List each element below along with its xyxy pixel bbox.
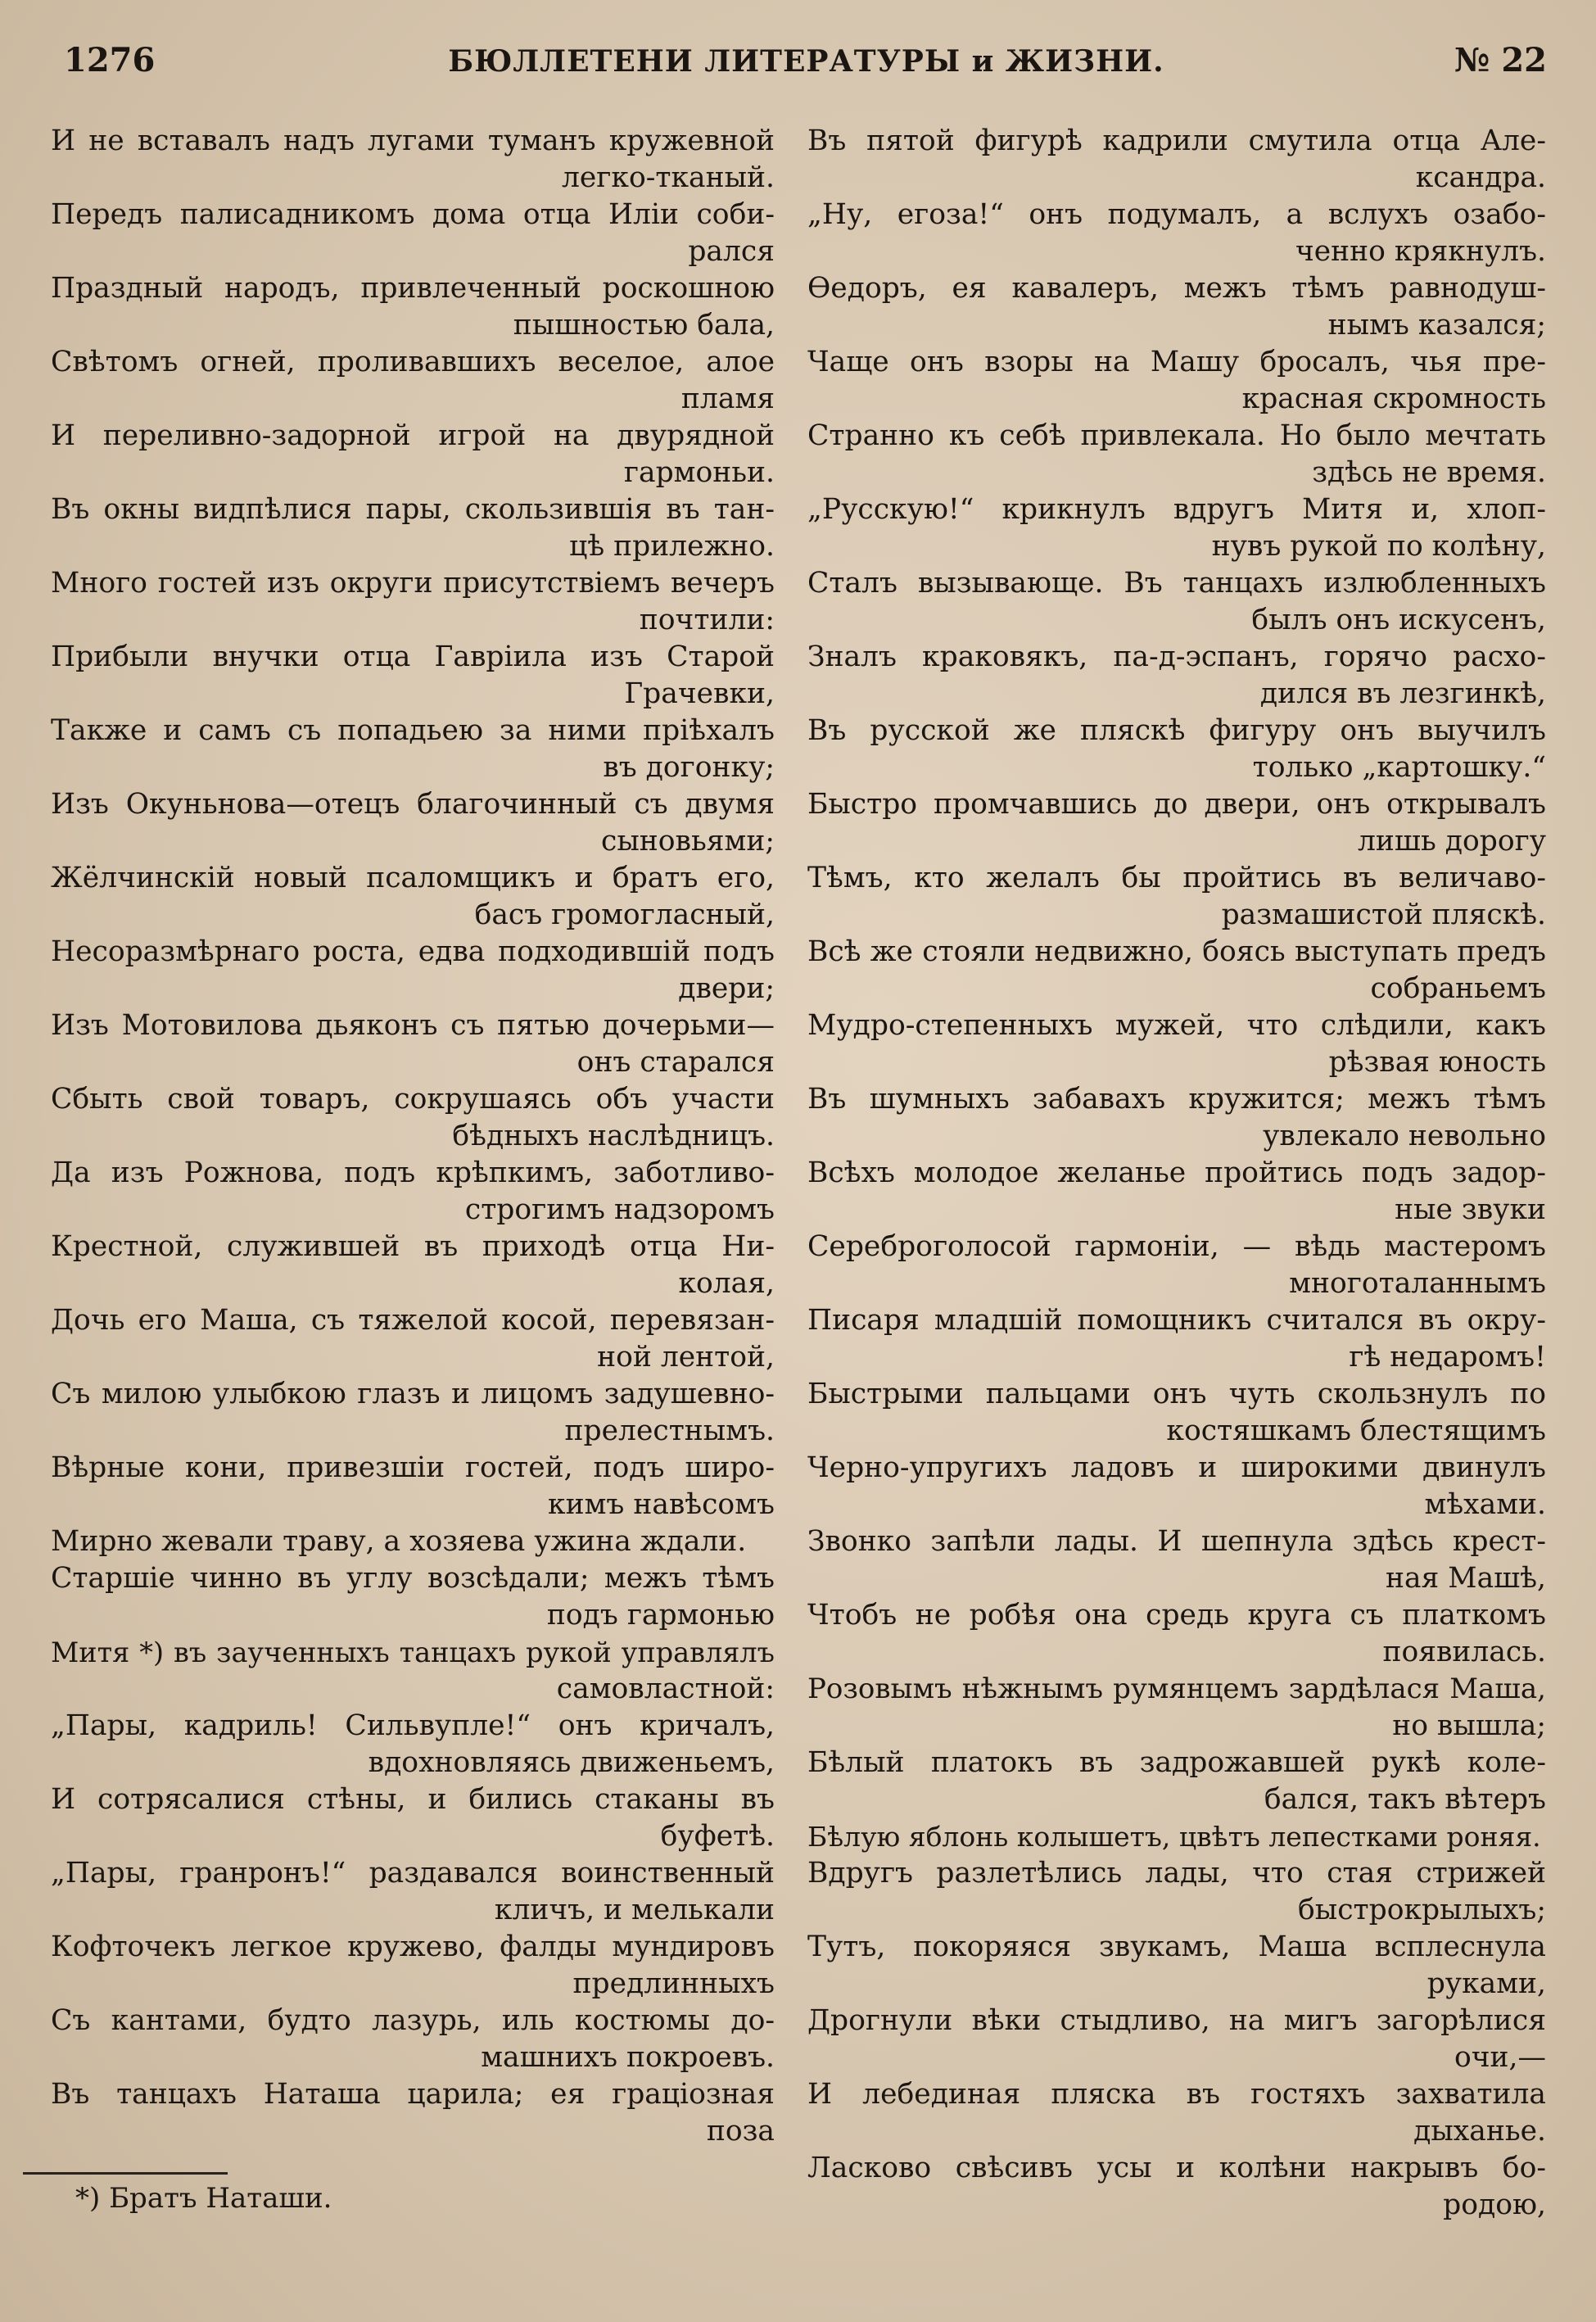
verse-line	[807, 1523, 1546, 1597]
footnote-rule	[23, 2172, 228, 2175]
verse-line-continuation: очи,—	[1454, 2041, 1546, 2074]
verse-line	[807, 491, 1546, 565]
verse-line-text: Писаря младшій помощникъ считался въ окру-	[807, 1304, 1546, 1337]
verse-line	[807, 344, 1546, 418]
verse-line-continuation: пышностью бала,	[513, 309, 775, 342]
verse-line	[807, 1818, 1546, 1855]
verse-line-text: Несоразмѣрнаго роста, едва подходившій подъ	[51, 935, 775, 968]
verse-line-text: Въ шумныхъ забавахъ кружится; межъ тѣмъ	[807, 1083, 1546, 1116]
verse-line-text: Въ пятой фигурѣ кадрили смутила отца Але-	[807, 124, 1546, 157]
verse-line-continuation: бался, такъ вѣтеръ	[1264, 1783, 1546, 1816]
verse-line	[51, 1302, 775, 1376]
verse-line	[51, 1781, 775, 1855]
verse-line-continuation: самовластной:	[556, 1672, 775, 1705]
verse-line-text: Сереброголосой гармоніи, — вѣдь мастеромъ	[807, 1230, 1546, 1263]
verse-line	[51, 1081, 775, 1155]
verse-line	[51, 491, 775, 565]
verse-line	[807, 565, 1546, 639]
verse-line-continuation: буфетѣ.	[660, 1820, 775, 1853]
verse-line	[807, 1450, 1546, 1523]
verse-line-text: Бѣлую яблонь колышетъ, цвѣтъ лепестками роняя.	[807, 1821, 1541, 1853]
verse-line-continuation: цѣ прилежно.	[569, 530, 775, 563]
verse-line	[51, 270, 775, 344]
verse-line-text: Митя *) въ заученныхъ танцахъ рукой управлялъ	[51, 1636, 775, 1668]
verse-line	[51, 1929, 775, 2003]
verse-line-continuation: многоталаннымъ	[1289, 1267, 1546, 1300]
verse-line	[51, 1560, 775, 1634]
verse-line-text: Тѣмъ, кто желалъ бы пройтись въ величаво-	[807, 862, 1546, 894]
verse-line-text: Сталъ вызывающе. Въ танцахъ излюбленныхъ	[807, 567, 1546, 600]
verse-line-continuation: ные звуки	[1395, 1193, 1546, 1226]
verse-line-continuation: но вышла;	[1392, 1709, 1546, 1742]
verse-line	[807, 1155, 1546, 1229]
verse-line	[51, 1450, 775, 1523]
verse-line-text: Звонко запѣли лады. И шепнула здѣсь крест-	[807, 1525, 1546, 1558]
verse-line-text: Тутъ, покоряяся звукамъ, Маша всплеснула	[807, 1930, 1546, 1963]
verse-line	[807, 418, 1546, 491]
verse-line-text: „Русскую!“ крикнулъ вдругъ Митя и, хлоп-	[807, 493, 1546, 526]
verse-line	[807, 197, 1546, 270]
verse-line	[51, 344, 775, 418]
verse-line-text: Старшіе чинно въ углу возсѣдали; межъ тѣмъ	[51, 1562, 775, 1595]
verse-line-continuation: костяшкамъ блестящимъ	[1166, 1414, 1546, 1447]
verse-line-continuation: машнихъ покроевъ.	[481, 2041, 775, 2074]
verse-line	[51, 1855, 775, 1929]
verse-line-continuation: ксандра.	[1415, 161, 1546, 194]
verse-line-continuation: Грачевки,	[624, 677, 775, 710]
verse-line-text: И сотрясалися стѣны, и бились стаканы въ	[51, 1783, 775, 1816]
right-column	[807, 123, 1546, 2224]
verse-line-text: Передъ палисадникомъ дома отца Иліи соби-	[51, 198, 775, 231]
verse-line	[807, 2150, 1546, 2224]
verse-line	[807, 1671, 1546, 1745]
verse-line	[807, 1229, 1546, 1302]
verse-line-continuation: ченно крякнулъ.	[1295, 235, 1546, 268]
verse-line-continuation: рался	[688, 235, 775, 268]
verse-line-continuation: руками,	[1426, 1967, 1546, 2000]
verse-line-continuation: легко-тканый.	[561, 161, 775, 194]
verse-line-continuation: здѣсь не время.	[1312, 456, 1546, 489]
verse-line	[807, 934, 1546, 1007]
verse-line	[51, 1523, 775, 1560]
verse-line-text: Въ танцахъ Наташа царила; ея граціозная	[51, 2078, 775, 2111]
verse-line-continuation: гѣ недаромъ!	[1349, 1341, 1546, 1374]
verse-line-text: Изъ Окуньнова—отецъ благочинный съ двумя	[51, 788, 775, 821]
verse-line	[51, 934, 775, 1007]
verse-line-continuation: двери;	[678, 972, 775, 1005]
verse-line-continuation: мѣхами.	[1424, 1488, 1546, 1521]
verse-line	[807, 1376, 1546, 1450]
verse-line	[807, 1302, 1546, 1376]
verse-line-text: Ѳедоръ, ея кавалеръ, межъ тѣмъ равнодуш-	[807, 272, 1546, 305]
verse-line-text: Также и самъ съ попадьею за ними пріѣхалъ	[51, 714, 775, 747]
verse-line	[51, 1376, 775, 1450]
verse-line-continuation: нымъ казался;	[1327, 309, 1546, 342]
page-header	[57, 41, 1555, 90]
verse-line	[807, 860, 1546, 934]
verse-line	[51, 713, 775, 786]
verse-line	[51, 786, 775, 860]
verse-line-text: Да изъ Рожнова, подъ крѣпкимъ, заботливо-	[51, 1156, 775, 1189]
verse-line-continuation: только „картошку.“	[1252, 751, 1546, 784]
verse-line-continuation: колая,	[678, 1267, 775, 1300]
verse-line	[807, 123, 1546, 197]
verse-line-text: Въ окны видпѣлися пары, скользившія въ тан-	[51, 493, 775, 526]
verse-line	[807, 786, 1546, 860]
verse-line-text: Быстро промчавшись до двери, онъ открывалъ	[807, 788, 1546, 821]
verse-line-text: Праздный народъ, привлеченный роскошною	[51, 272, 775, 305]
running-title: БЮЛЛЕТЕНИ ЛИТЕРАТУРЫ и ЖИЗНИ.	[448, 44, 1164, 79]
verse-line-text: „Ну, егоза!“ онъ подумалъ, а вслухъ озабо-	[807, 198, 1546, 231]
verse-line	[807, 1007, 1546, 1081]
verse-line-continuation: быстрокрылыхъ;	[1297, 1894, 1546, 1926]
verse-line	[51, 639, 775, 713]
verse-line-continuation: появилась.	[1382, 1636, 1546, 1668]
verse-line-continuation: ной лентой,	[597, 1341, 775, 1374]
left-column	[51, 123, 775, 2150]
verse-line	[51, 123, 775, 197]
verse-line-continuation: предлинныхъ	[572, 1967, 775, 2000]
verse-line-continuation: кимъ навѣсомъ	[548, 1488, 775, 1521]
verse-line-continuation: онъ старался	[576, 1046, 775, 1079]
verse-line-continuation: поза	[706, 2115, 775, 2148]
verse-line-text: Вдругъ разлетѣлись лады, что стая стрижей	[807, 1857, 1546, 1890]
verse-line	[51, 197, 775, 270]
verse-line	[51, 1155, 775, 1229]
verse-line-text: Жёлчинскій новый псаломщикъ и братъ его,	[51, 862, 775, 894]
verse-line-text: Сбыть свой товаръ, сокрушаясь объ участи	[51, 1083, 775, 1116]
verse-line-text: Чтобъ не робѣя она средь круга съ платкомъ	[807, 1599, 1546, 1632]
verse-line	[807, 2076, 1546, 2150]
verse-line-continuation: былъ онъ искусенъ,	[1251, 604, 1546, 636]
verse-line-continuation: ная Машѣ,	[1385, 1562, 1546, 1595]
verse-line-text: Дрогнули вѣки стыдливо, на мигъ загорѣлися	[807, 2004, 1546, 2037]
verse-line-text: Всѣхъ молодое желанье пройтись подъ задор-	[807, 1156, 1546, 1189]
verse-line	[51, 565, 775, 639]
verse-line-text: Бѣлый платокъ въ задрожавшей рукѣ коле-	[807, 1746, 1546, 1779]
verse-line	[807, 1081, 1546, 1155]
verse-line-text: Вѣрные кони, привезшіи гостей, подъ широ-	[51, 1451, 775, 1484]
verse-line	[51, 1229, 775, 1302]
footnote: *) Братъ Наташи.	[75, 2182, 332, 2215]
verse-line-text: Изъ Мотовилова дьяконъ съ пятью дочерьми—	[51, 1009, 775, 1042]
verse-line-text: Въ русской же пляскѣ фигуру онъ выучилъ	[807, 714, 1546, 747]
verse-line	[51, 418, 775, 491]
verse-line-continuation: лишь дорогу	[1358, 825, 1546, 858]
verse-line-continuation: бѣдныхъ наслѣдницъ.	[452, 1120, 775, 1152]
verse-line-text: Розовымъ нѣжнымъ румянцемъ зардѣлася Маша,	[807, 1672, 1546, 1705]
verse-line-text: Странно къ себѣ привлекала. Но было мечтать	[807, 419, 1546, 452]
verse-line	[807, 713, 1546, 786]
verse-line-text: Чаще онъ взоры на Машу бросалъ, чья пре-	[807, 346, 1546, 378]
verse-line-text: Всѣ же стояли недвижно, боясь выступать предъ	[807, 935, 1546, 968]
verse-line-continuation: красная скромность	[1241, 382, 1546, 415]
verse-line	[807, 1597, 1546, 1671]
verse-line	[807, 639, 1546, 713]
verse-line	[807, 1855, 1546, 1929]
verse-line-continuation: кличъ, и мелькали	[494, 1894, 775, 1926]
verse-line-text: Кофточекъ легкое кружево, фалды мундировъ	[51, 1930, 775, 1963]
verse-line-continuation: вдохновляясь движеньемъ,	[368, 1746, 775, 1779]
verse-line-continuation: размашистой пляскѣ.	[1221, 898, 1546, 931]
verse-line-text: И не вставалъ надъ лугами туманъ кружевной	[51, 124, 775, 157]
verse-line-continuation: нувъ рукой по колѣну,	[1211, 530, 1546, 563]
page-number: 1276	[64, 41, 156, 79]
verse-line-continuation: сыновьями;	[601, 825, 775, 858]
verse-line-continuation: пламя	[680, 382, 775, 415]
verse-line-continuation: увлекало невольно	[1263, 1120, 1546, 1152]
verse-line-text: Съ милою улыбкою глазъ и лицомъ задушевно-	[51, 1378, 775, 1410]
verse-line-text: Много гостей изъ округи присутствіемъ вечеръ	[51, 567, 775, 600]
verse-line-continuation: собраньемъ	[1370, 972, 1546, 1005]
verse-line	[51, 1634, 775, 1708]
verse-line-text: Мирно жевали траву, а хозяева ужина ждали.	[51, 1525, 747, 1558]
verse-line-text: Прибыли внучки отца Гавріила изъ Старой	[51, 640, 775, 673]
verse-line	[51, 1708, 775, 1781]
verse-line-text: Свѣтомъ огней, проливавшихъ веселое, алое	[51, 346, 775, 378]
verse-line	[51, 2003, 775, 2076]
verse-line-continuation: гармоньи.	[623, 456, 775, 489]
issue-number: № 22	[1454, 41, 1547, 79]
verse-line-continuation: почтили:	[639, 604, 775, 636]
verse-line-text: Крестной, служившей въ приходѣ отца Ни-	[51, 1230, 775, 1263]
verse-line-continuation: басъ громогласный,	[474, 898, 775, 931]
verse-line	[807, 2003, 1546, 2076]
verse-line	[51, 2076, 775, 2150]
verse-line	[807, 1745, 1546, 1818]
verse-line-text: Быстрыми пальцами онъ чуть скользнулъ по	[807, 1378, 1546, 1410]
verse-line-text: Зналъ краковякъ, па-д-эспанъ, горячо расхо-	[807, 640, 1546, 673]
verse-line-text: „Пары, кадриль! Сильвупле!“ онъ кричалъ,	[51, 1709, 775, 1742]
verse-line-text: Мудро-степенныхъ мужей, что слѣдили, какъ	[807, 1009, 1546, 1042]
verse-line-continuation: дился въ лезгинкѣ,	[1259, 677, 1546, 710]
verse-line-continuation: прелестнымъ.	[564, 1414, 775, 1447]
verse-line-text: Съ кантами, будто лазурь, иль костюмы до-	[51, 2004, 775, 2037]
verse-line-text: И лебединая пляска въ гостяхъ захватила	[807, 2078, 1546, 2111]
verse-line-text: „Пары, гранронъ!“ раздавался воинственный	[51, 1857, 775, 1890]
verse-line	[51, 860, 775, 934]
verse-line-text: Ласково свѣсивъ усы и колѣни накрывъ бо-	[807, 2152, 1546, 2184]
verse-line-continuation: родою,	[1443, 2188, 1546, 2221]
verse-line	[807, 270, 1546, 344]
verse-line	[51, 1007, 775, 1081]
verse-line-continuation: рѣзвая юность	[1328, 1046, 1546, 1079]
verse-line-text: И переливно-задорной игрой на двурядной	[51, 419, 775, 452]
verse-line-continuation: въ догонку;	[603, 751, 775, 784]
verse-line-text: Черно-упругихъ ладовъ и широкими двинулъ	[807, 1451, 1546, 1484]
verse-line	[807, 1929, 1546, 2003]
verse-line-text: Дочь его Маша, съ тяжелой косой, перевязан-	[51, 1304, 775, 1337]
verse-line-continuation: дыханье.	[1413, 2115, 1546, 2148]
verse-line-continuation: строгимъ надзоромъ	[464, 1193, 775, 1226]
verse-line-continuation: подъ гармонью	[546, 1599, 775, 1632]
